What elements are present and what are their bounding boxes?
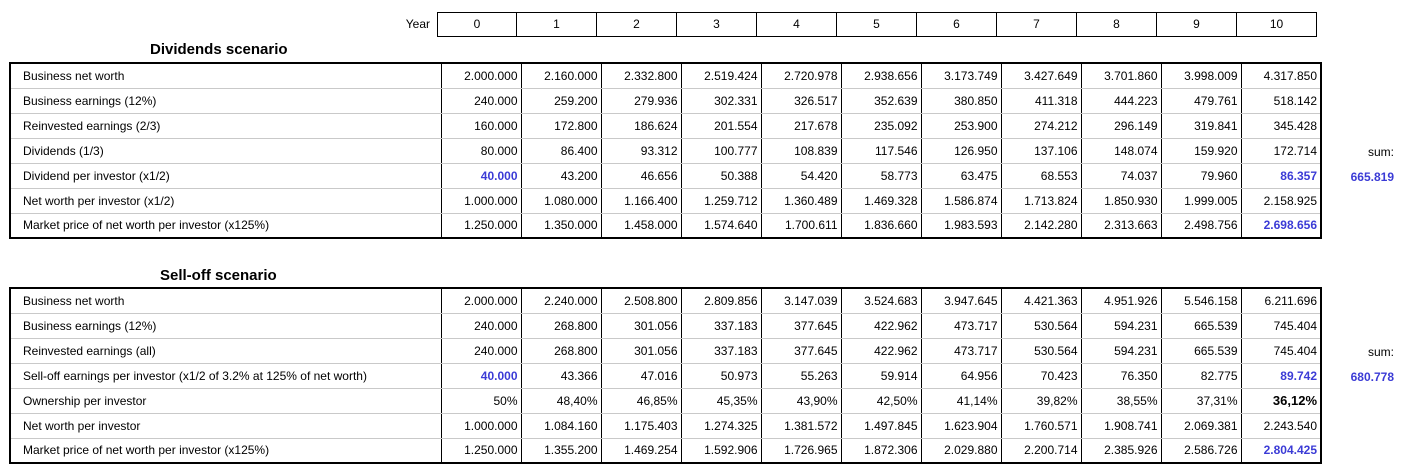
value-cell: 42,50%: [841, 388, 921, 413]
value-cell: 63.475: [921, 163, 1001, 188]
value-cell: 2.586.726: [1161, 438, 1241, 463]
value-cell: 2.160.000: [521, 63, 601, 88]
value-cell: 1.274.325: [681, 413, 761, 438]
value-cell: 2.332.800: [601, 63, 681, 88]
row-label: Sell-off earnings per investor (x1/2 of 3.2% at 125% of net worth): [10, 363, 441, 388]
value-cell: 3.998.009: [1161, 63, 1241, 88]
year-cell: 7: [997, 12, 1077, 37]
value-cell: 1.999.005: [1161, 188, 1241, 213]
value-cell: 2.029.880: [921, 438, 1001, 463]
value-cell: 4.951.926: [1081, 288, 1161, 313]
year-header-label: Year: [405, 17, 430, 31]
value-cell: 259.200: [521, 88, 601, 113]
dividends-sum-label: sum:: [1367, 145, 1394, 159]
value-cell: 337.183: [681, 313, 761, 338]
value-cell: 665.539: [1161, 313, 1241, 338]
value-cell: 380.850: [921, 88, 1001, 113]
row-label: Business earnings (12%): [10, 313, 441, 338]
selloff-table: [9, 287, 1322, 464]
value-cell: 594.231: [1081, 338, 1161, 363]
value-cell: 235.092: [841, 113, 921, 138]
value-cell: 1.760.571: [1001, 413, 1081, 438]
value-cell: 274.212: [1001, 113, 1081, 138]
value-cell: 4.421.363: [1001, 288, 1081, 313]
value-cell: 3.524.683: [841, 288, 921, 313]
value-cell: 444.223: [1081, 88, 1161, 113]
value-cell: 268.800: [521, 313, 601, 338]
row-label: Market price of net worth per investor (x125%): [10, 213, 441, 238]
value-cell: 48,40%: [521, 388, 601, 413]
value-cell: 1.250.000: [441, 438, 521, 463]
value-cell: 665.539: [1161, 338, 1241, 363]
value-cell: 2.142.280: [1001, 213, 1081, 238]
value-cell: 253.900: [921, 113, 1001, 138]
value-cell: 2.240.000: [521, 288, 601, 313]
row-label: Net worth per investor: [10, 413, 441, 438]
row-label: Reinvested earnings (all): [10, 338, 441, 363]
year-cell: 4: [757, 12, 837, 37]
value-cell: 80.000: [441, 138, 521, 163]
value-cell: 126.950: [921, 138, 1001, 163]
value-cell: 1.000.000: [441, 188, 521, 213]
value-cell: 2.938.656: [841, 63, 921, 88]
value-cell: 58.773: [841, 163, 921, 188]
value-cell: 240.000: [441, 313, 521, 338]
value-cell: 377.645: [761, 338, 841, 363]
value-cell: 76.350: [1081, 363, 1161, 388]
value-cell: 70.423: [1001, 363, 1081, 388]
value-cell: 594.231: [1081, 313, 1161, 338]
value-cell: 422.962: [841, 313, 921, 338]
value-cell: 86.400: [521, 138, 601, 163]
value-cell: 352.639: [841, 88, 921, 113]
value-cell: 1.084.160: [521, 413, 601, 438]
value-cell: 59.914: [841, 363, 921, 388]
year-cell: 1: [517, 12, 597, 37]
value-cell: 148.074: [1081, 138, 1161, 163]
value-cell: 240.000: [441, 338, 521, 363]
value-cell: 319.841: [1161, 113, 1241, 138]
dividends-sum-value: 665.819: [1350, 170, 1394, 184]
value-cell: 89.742: [1241, 363, 1321, 388]
value-cell: 1.908.741: [1081, 413, 1161, 438]
value-cell: 745.404: [1241, 313, 1321, 338]
value-cell: 1.469.254: [601, 438, 681, 463]
year-cell: 5: [837, 12, 917, 37]
table-row: [10, 363, 1321, 388]
value-cell: 2.069.381: [1161, 413, 1241, 438]
value-cell: 217.678: [761, 113, 841, 138]
value-cell: 2.809.856: [681, 288, 761, 313]
selloff-sum-label: sum:: [1367, 345, 1394, 359]
value-cell: 326.517: [761, 88, 841, 113]
value-cell: 3.147.039: [761, 288, 841, 313]
value-cell: 50%: [441, 388, 521, 413]
value-cell: 302.331: [681, 88, 761, 113]
value-cell: 1.166.400: [601, 188, 681, 213]
value-cell: 43.200: [521, 163, 601, 188]
value-cell: 172.714: [1241, 138, 1321, 163]
value-cell: 5.546.158: [1161, 288, 1241, 313]
value-cell: 2.000.000: [441, 288, 521, 313]
value-cell: 37,31%: [1161, 388, 1241, 413]
value-cell: 2.498.756: [1161, 213, 1241, 238]
row-label: Reinvested earnings (2/3): [10, 113, 441, 138]
value-cell: 1.497.845: [841, 413, 921, 438]
value-cell: 2.519.424: [681, 63, 761, 88]
year-cell: 10: [1237, 12, 1317, 37]
value-cell: 1.360.489: [761, 188, 841, 213]
table-row: [10, 288, 1321, 313]
value-cell: 1.250.000: [441, 213, 521, 238]
value-cell: 160.000: [441, 113, 521, 138]
value-cell: 43.366: [521, 363, 601, 388]
value-cell: 1.080.000: [521, 188, 601, 213]
table-row: [10, 63, 1321, 88]
value-cell: 45,35%: [681, 388, 761, 413]
value-cell: 2.508.800: [601, 288, 681, 313]
year-cell: 9: [1157, 12, 1237, 37]
value-cell: 518.142: [1241, 88, 1321, 113]
value-cell: 39,82%: [1001, 388, 1081, 413]
value-cell: 36,12%: [1241, 388, 1321, 413]
value-cell: 100.777: [681, 138, 761, 163]
value-cell: 530.564: [1001, 313, 1081, 338]
row-label: Dividend per investor (x1/2): [10, 163, 441, 188]
value-cell: 40.000: [441, 363, 521, 388]
value-cell: 337.183: [681, 338, 761, 363]
value-cell: 108.839: [761, 138, 841, 163]
value-cell: 2.200.714: [1001, 438, 1081, 463]
value-cell: 41,14%: [921, 388, 1001, 413]
value-cell: 411.318: [1001, 88, 1081, 113]
value-cell: 268.800: [521, 338, 601, 363]
dividends-title: Dividends scenario: [150, 41, 288, 58]
value-cell: 2.158.925: [1241, 188, 1321, 213]
value-cell: 82.775: [1161, 363, 1241, 388]
value-cell: 301.056: [601, 313, 681, 338]
year-cell: 3: [677, 12, 757, 37]
value-cell: 47.016: [601, 363, 681, 388]
row-label: Ownership per investor: [10, 388, 441, 413]
table-row: [10, 313, 1321, 338]
value-cell: 86.357: [1241, 163, 1321, 188]
dividends-table: [9, 62, 1322, 239]
table-row: [10, 213, 1321, 238]
value-cell: 1.850.930: [1081, 188, 1161, 213]
value-cell: 137.106: [1001, 138, 1081, 163]
value-cell: 40.000: [441, 163, 521, 188]
value-cell: 1.175.403: [601, 413, 681, 438]
value-cell: 2.243.540: [1241, 413, 1321, 438]
value-cell: 240.000: [441, 88, 521, 113]
value-cell: 473.717: [921, 338, 1001, 363]
value-cell: 1.836.660: [841, 213, 921, 238]
year-cell: 0: [437, 12, 517, 37]
value-cell: 2.000.000: [441, 63, 521, 88]
table-row: [10, 138, 1321, 163]
value-cell: 172.800: [521, 113, 601, 138]
value-cell: 3.947.645: [921, 288, 1001, 313]
value-cell: 1.350.000: [521, 213, 601, 238]
row-label: Business net worth: [10, 288, 441, 313]
value-cell: 1.458.000: [601, 213, 681, 238]
value-cell: 4.317.850: [1241, 63, 1321, 88]
value-cell: 46,85%: [601, 388, 681, 413]
value-cell: 2.385.926: [1081, 438, 1161, 463]
value-cell: 64.956: [921, 363, 1001, 388]
value-cell: 279.936: [601, 88, 681, 113]
value-cell: 345.428: [1241, 113, 1321, 138]
selloff-sum-value: 680.778: [1350, 370, 1394, 384]
value-cell: 745.404: [1241, 338, 1321, 363]
year-cell: 8: [1077, 12, 1157, 37]
table-row: [10, 338, 1321, 363]
row-label: Net worth per investor (x1/2): [10, 188, 441, 213]
value-cell: 479.761: [1161, 88, 1241, 113]
table-row: [10, 388, 1321, 413]
value-cell: 1.623.904: [921, 413, 1001, 438]
year-cell: 6: [917, 12, 997, 37]
row-label: Dividends (1/3): [10, 138, 441, 163]
selloff-title: Sell-off scenario: [160, 267, 277, 284]
table-row: [10, 163, 1321, 188]
value-cell: 1.700.611: [761, 213, 841, 238]
value-cell: 50.973: [681, 363, 761, 388]
row-label: Business net worth: [10, 63, 441, 88]
value-cell: 6.211.696: [1241, 288, 1321, 313]
year-header-row: [437, 12, 1317, 37]
value-cell: 54.420: [761, 163, 841, 188]
value-cell: 296.149: [1081, 113, 1161, 138]
value-cell: 117.546: [841, 138, 921, 163]
value-cell: 1.574.640: [681, 213, 761, 238]
value-cell: 46.656: [601, 163, 681, 188]
value-cell: 50.388: [681, 163, 761, 188]
table-row: [10, 188, 1321, 213]
table-row: [10, 88, 1321, 113]
value-cell: 1.726.965: [761, 438, 841, 463]
year-cell: 2: [597, 12, 677, 37]
value-cell: 2.313.663: [1081, 213, 1161, 238]
value-cell: 1.872.306: [841, 438, 921, 463]
value-cell: 473.717: [921, 313, 1001, 338]
table-row: [10, 413, 1321, 438]
row-label: Market price of net worth per investor (x125%): [10, 438, 441, 463]
value-cell: 377.645: [761, 313, 841, 338]
value-cell: 2.698.656: [1241, 213, 1321, 238]
value-cell: 68.553: [1001, 163, 1081, 188]
value-cell: 2.720.978: [761, 63, 841, 88]
value-cell: 201.554: [681, 113, 761, 138]
value-cell: 1.355.200: [521, 438, 601, 463]
value-cell: 186.624: [601, 113, 681, 138]
value-cell: 38,55%: [1081, 388, 1161, 413]
value-cell: 1.713.824: [1001, 188, 1081, 213]
value-cell: 1.586.874: [921, 188, 1001, 213]
value-cell: 530.564: [1001, 338, 1081, 363]
value-cell: 79.960: [1161, 163, 1241, 188]
value-cell: 422.962: [841, 338, 921, 363]
value-cell: 3.701.860: [1081, 63, 1161, 88]
row-label: Business earnings (12%): [10, 88, 441, 113]
table-row: [10, 113, 1321, 138]
value-cell: 1.000.000: [441, 413, 521, 438]
value-cell: 93.312: [601, 138, 681, 163]
value-cell: 1.983.593: [921, 213, 1001, 238]
value-cell: 55.263: [761, 363, 841, 388]
value-cell: 1.592.906: [681, 438, 761, 463]
value-cell: 301.056: [601, 338, 681, 363]
value-cell: 159.920: [1161, 138, 1241, 163]
value-cell: 1.469.328: [841, 188, 921, 213]
value-cell: 2.804.425: [1241, 438, 1321, 463]
value-cell: 3.173.749: [921, 63, 1001, 88]
table-row: [10, 438, 1321, 463]
value-cell: 1.259.712: [681, 188, 761, 213]
value-cell: 43,90%: [761, 388, 841, 413]
value-cell: 3.427.649: [1001, 63, 1081, 88]
value-cell: 1.381.572: [761, 413, 841, 438]
value-cell: 74.037: [1081, 163, 1161, 188]
